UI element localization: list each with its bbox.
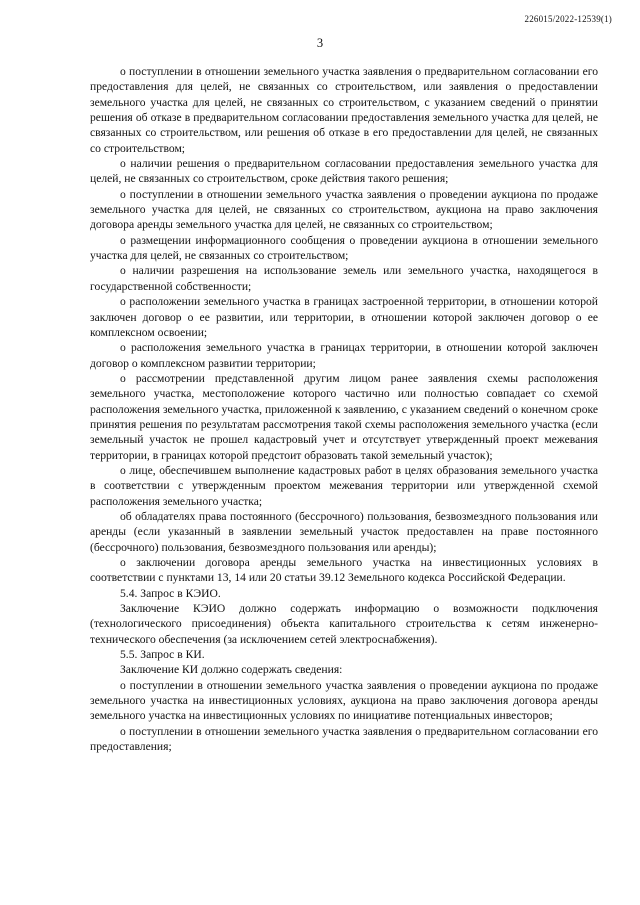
page-number: 3	[316, 36, 324, 50]
paragraph: о поступлении в отношении земельного участка заявления о предварительном согласовании его предоставления для целей, не связанных со строительством, или заявления о предоставлении земельного участка для целей, не связанных со строительством, с указанием сведений о принятии решения об отказе в предварительном согласовании предоставления земельного участка для целей, не связанных со строительством, или решения об отказе в его предоставлении для целей, не связанных со строительством;	[90, 65, 598, 155]
paragraph: о расположения земельного участка в границах территории, в отношении которой заключен договор о комплексном развитии территории;	[90, 341, 598, 370]
paragraph: Заключение КЭИО должно содержать информацию о возможности подключения (технологического присоединения) объекта капитального строительства к сетям инженерно-технического обеспечения (за исключением сетей электроснабжения).	[90, 602, 598, 646]
document-registration-number: 226015/2022-12539(1)	[524, 14, 612, 24]
section-heading: 5.5. Запрос в КИ.	[120, 648, 205, 662]
paragraph: о лице, обеспечившем выполнение кадастровых работ в целях образования земельного участка в соответствии с утвержденным проектом межевания территории или утвержденной схемой расположения земельного участка;	[90, 463, 598, 508]
paragraph: о поступлении в отношении земельного участка заявления о проведении аукциона по продаже земельного участка для целей, не связанных со строительством, аукциона на право заключения договора аренды земельного участка для целей, не связанных со строительством;	[90, 187, 598, 232]
paragraph: о наличии разрешения на использование земель или земельного участка, находящегося в государственной собственности;	[90, 264, 598, 293]
paragraph: о поступлении в отношении земельного участка заявления о предварительном согласовании его предоставления;	[90, 724, 598, 754]
paragraph: Заключение КИ должно содержать сведения:	[120, 663, 343, 677]
section-heading: 5.4. Запрос в КЭИО.	[120, 586, 221, 600]
paragraph: о наличии решения о предварительном согласовании предоставления земельного участка для целей, не связанных со строительством, сроке действия такого решения;	[90, 157, 598, 186]
paragraph: о размещении информационного сообщения о проведении аукциона в отношении земельного участка для целей, не связанных со строительством;	[90, 233, 598, 263]
paragraph: об обладателях права постоянного (бессрочного) пользования, безвозмездного пользования или аренды (если указанный в заявлении земельный участок предоставлен на праве постоянного (бессрочного) пользования, безвозмездного пользования или аренды);	[90, 509, 598, 554]
document-body	[90, 64, 598, 754]
paragraph: о поступлении в отношении земельного участка заявления о проведении аукциона по продаже земельного участка на инвестиционных условиях, аукциона на право заключения договора аренды земельного участка на инвестиционных условиях по инициативе потенциальных инвесторов;	[90, 678, 598, 723]
paragraph: о рассмотрении представленной другим лицом ранее заявления схемы расположения земельного участка, местоположение которого частично или полностью совпадает со схемой расположения земельного участка, приложенной к заявлению, с указанием сведений о конечном сроке принятия решения по результатам рассмотрения такой схемы расположения земельного участка (если земельный участок не прошел кадастровый учет и отсутствует утвержденный проект межевания территории, в границах которой предстоит образовать такой земельный участок);	[90, 371, 598, 462]
paragraph: о расположении земельного участка в границах застроенной территории, в отношении которой заключен договор о ее развитии, или территории, в отношении которой заключен договор о ее комплексном освоении;	[90, 295, 598, 339]
paragraph: о заключении договора аренды земельного участка на инвестиционных условиях в соответствии с пунктами 13, 14 или 20 статьи 39.12 Земельного кодекса Российской Федерации.	[90, 556, 598, 585]
